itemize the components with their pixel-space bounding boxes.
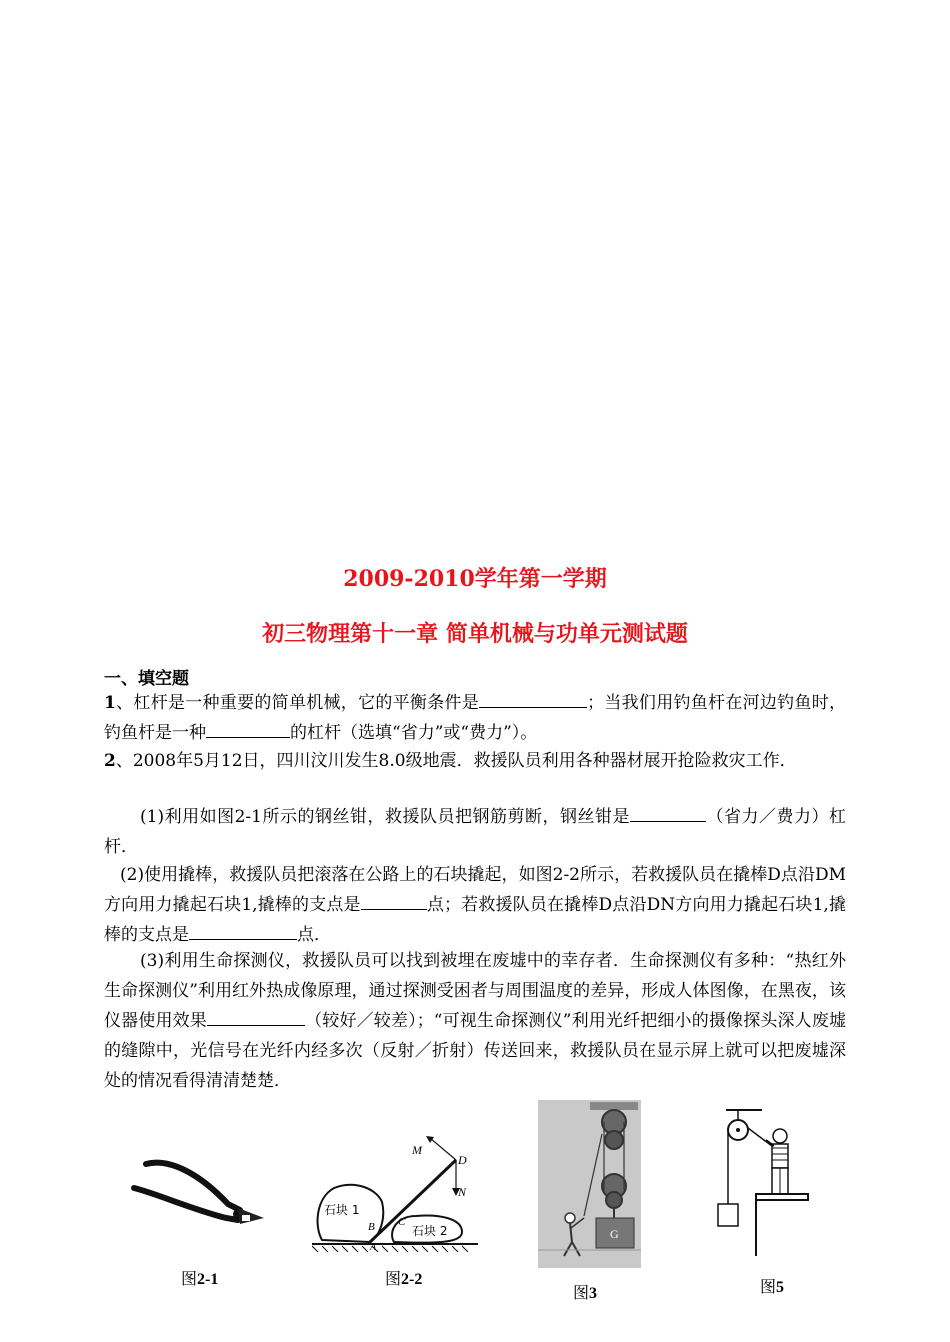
question-number: 2 [104,751,116,771]
q2-p1-text-b: （省力／费力）杠杆． [104,807,846,857]
figure-3-caption [573,1280,597,1303]
crowbar-figure [312,1136,478,1252]
q2-p3-text-a: (3)利用生命探测仪，救援队员可以找到被埋在废墟中的幸存者．生命探测仪有多种：“热红外生命探测仪”利用红外热成像原理，通过探测受困者与周围温度的差异，形成人体图像，在黑夜，该仪器使用效果 [104,951,846,1031]
q1-answer-blank-2[interactable] [206,719,290,738]
label-a: A [370,1242,377,1252]
label-c: C [398,1216,406,1228]
rock-1-label: 石块 1 [324,1203,360,1217]
page-title-line2: 初三物理第十一章 简单机械与功单元测试题 [262,621,688,647]
figure-2-1-prefix: 图 [181,1269,198,1288]
section-heading: 一、填空题 [104,669,189,689]
fixed-pulley-figure [712,1106,812,1256]
label-b: B [368,1221,375,1233]
q2-intro-text: 、2008年5月12日，四川汶川发生8.0级地震．救援队员利用各种器材展开抢险救灾工作． [115,751,797,771]
q2-p2-text-c: 点． [297,925,331,945]
q2-p2-answer-blank-1[interactable] [361,891,427,910]
q1-text-c: 的杠杆（选填“省力”或“费力”）。 [290,723,538,743]
q2-p2-text-b: 点；若救援队员在撬棒D点沿DN方向用力撬起石块1,撬棒的支点是 [104,895,846,945]
page-title-line1: 2009-2010学年第一学期 [343,566,607,592]
question-2-part-2 [104,860,846,950]
label-n: N [458,1185,467,1199]
figure-5-prefix: 图 [760,1277,777,1296]
q1-text-a: 、杠杆是一种重要的简单机械，它的平衡条件是 [115,693,480,713]
figure-3-prefix: 图 [573,1283,590,1302]
figure-2-2-caption [385,1266,422,1289]
q2-p2-text-a: (2)使用撬棒，救援队员把滚落在公路上的石块撬起，如图2-2所示，若救援队员在撬棒D点沿DM方向用力撬起石块1,撬棒的支点是 [104,865,846,915]
q2-p1-answer-blank[interactable] [630,803,706,822]
question-2-part-1 [104,802,846,862]
figure-2-1-number: 2-1 [197,1271,219,1288]
pliers-figure [128,1158,273,1238]
label-d: D [458,1153,467,1167]
label-m: M [412,1143,422,1157]
question-2-part-3 [104,946,846,1096]
question-number: 1 [104,693,116,713]
figure-5-number: 5 [776,1279,785,1296]
q1-text-b: ；当我们用钓鱼杆在河边钓鱼时，钓鱼杆是一种 [104,693,847,743]
pulley-photo-figure [538,1100,641,1268]
question-2-intro [104,746,846,776]
q1-answer-blank-1[interactable] [479,689,587,708]
q2-p2-answer-blank-2[interactable] [189,921,297,940]
q2-p3-answer-blank[interactable] [207,1007,305,1026]
q2-p1-text-a: (1)利用如图2-1所示的钢丝钳，救援队员把钢筋剪断，钢丝钳是 [140,807,630,827]
question-1 [104,688,846,748]
weight-label: G [610,1227,619,1241]
figure-2-2-prefix: 图 [385,1269,402,1288]
rock-2-label: 石块 2 [412,1224,448,1238]
figure-2-1-caption [181,1266,218,1289]
figure-3-number: 3 [589,1285,598,1302]
figure-5-caption [760,1274,784,1297]
figure-2-2-number: 2-2 [401,1271,423,1288]
q2-p3-text-b: （较好／较差）；“可视生命探测仪”利用光纤把细小的摄像探头深人废墟的缝隙中，光信号在光纤内经多次（反射／折射）传送回来，救援队员在显示屏上就可以把废墟深处的情况看得清清楚楚． [104,1011,846,1091]
